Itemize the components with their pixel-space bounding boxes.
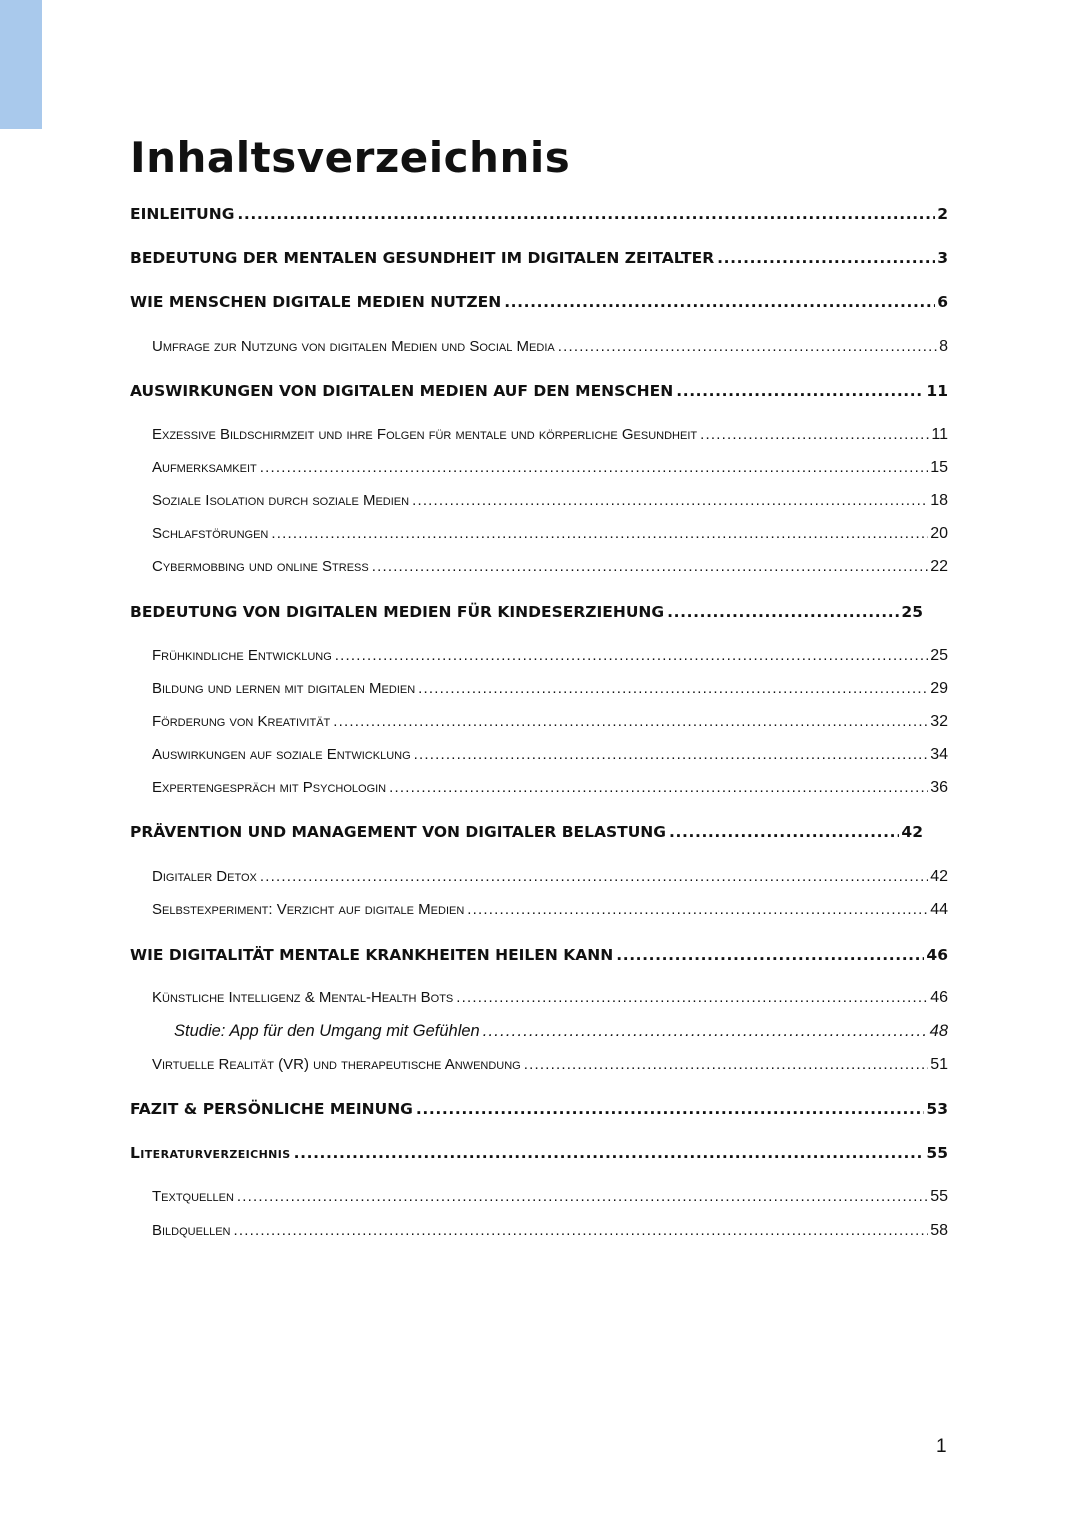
toc-entry-page: 46 — [930, 989, 948, 1006]
toc-entry-label: Cybermobbing und online Stress — [152, 558, 369, 575]
toc-dot-leader — [412, 489, 928, 513]
toc-entry-page: 53 — [926, 1100, 948, 1118]
toc-dot-leader — [294, 1141, 925, 1165]
toc-dot-leader — [237, 1185, 928, 1209]
toc-entry-fruehkindliche-entwicklung[interactable] — [152, 644, 948, 668]
toc-entry-page: 48 — [929, 1022, 948, 1040]
toc-entry-soziale-isolation[interactable] — [152, 489, 948, 513]
toc-dot-leader — [456, 986, 928, 1010]
toc-entry-page: 51 — [930, 1056, 948, 1073]
toc-entry-label: Soziale Isolation durch soziale Medien — [152, 492, 410, 509]
toc-entry-page: 8 — [939, 338, 948, 355]
toc-dot-leader — [667, 600, 899, 624]
toc-entry-page: 29 — [930, 680, 948, 697]
toc-entry-label: Künstliche Intelligenz & Mental-Health Bots — [152, 989, 454, 1006]
toc-entry-page: 42 — [901, 823, 923, 841]
toc-entry-label: Digitaler Detox — [152, 868, 257, 885]
toc-dot-leader — [260, 865, 928, 889]
toc-entry-label: FAZIT & PERSÖNLICHE MEINUNG — [130, 1100, 413, 1118]
toc-entry-page: 42 — [930, 868, 948, 885]
toc-dot-leader — [616, 943, 924, 967]
toc-entry-schlafstoerungen[interactable] — [152, 522, 948, 546]
toc-entry-label: Frühkindliche Entwicklung — [152, 647, 332, 664]
page-title: Inhaltsverzeichnis — [130, 133, 571, 182]
page-number: 1 — [936, 1436, 947, 1457]
toc-entry-page: 44 — [930, 901, 948, 918]
toc-entry-page: 58 — [930, 1222, 948, 1239]
toc-dot-leader — [717, 246, 935, 270]
toc-dot-leader — [233, 1219, 928, 1243]
toc-dot-leader — [237, 202, 935, 226]
toc-entry-cybermobbing[interactable] — [152, 555, 948, 579]
toc-entry-page: 18 — [930, 492, 948, 509]
toc-entry-label: PRÄVENTION UND MANAGEMENT VON DIGITALER BELASTUNG — [130, 823, 666, 841]
toc-entry-label: WIE MENSCHEN DIGITALE MEDIEN NUTZEN — [130, 293, 502, 311]
toc-entry-studie-app[interactable] — [174, 1019, 948, 1043]
toc-entry-label: Auswirkungen auf soziale Entwicklung — [152, 746, 411, 763]
toc-entry-page: 11 — [931, 426, 948, 443]
toc-entry-page: 25 — [901, 603, 923, 621]
toc-entry-label: Förderung von Kreativität — [152, 713, 331, 730]
toc-entry-selbstexperiment[interactable] — [152, 898, 948, 922]
toc-dot-leader — [669, 820, 899, 844]
toc-entry-ki-bots[interactable] — [152, 986, 948, 1010]
toc-dot-leader — [335, 644, 928, 668]
toc-dot-leader — [418, 677, 928, 701]
toc-dot-leader — [260, 456, 928, 480]
toc-entry-label: Virtuelle Realität (VR) und therapeutische Anwendung — [152, 1056, 521, 1073]
toc-dot-leader — [389, 776, 928, 800]
toc-entry-bildquellen[interactable] — [152, 1219, 948, 1243]
toc-entry-label: Schlafstörungen — [152, 525, 269, 542]
toc-dot-leader — [483, 1019, 928, 1043]
toc-dot-leader — [372, 555, 928, 579]
toc-entry-label: WIE DIGITALITÄT MENTALE KRANKHEITEN HEILEN KANN — [130, 946, 614, 964]
toc-entry-praevention[interactable] — [130, 820, 923, 844]
toc-entry-virtuelle-realitaet[interactable] — [152, 1053, 948, 1077]
toc-entry-label: BEDEUTUNG VON DIGITALEN MEDIEN FÜR KINDESERZIEHUNG — [130, 603, 665, 621]
toc-entry-kreativitaet[interactable] — [152, 710, 948, 734]
toc-entry-label: Textquellen — [152, 1188, 234, 1205]
toc-entry-page: 22 — [930, 558, 948, 575]
toc-entry-bildschirmzeit[interactable] — [152, 423, 948, 447]
toc-entry-label: Bildung und lernen mit digitalen Medien — [152, 680, 416, 697]
toc-dot-leader — [558, 335, 937, 359]
toc-entry-page: 55 — [926, 1144, 948, 1162]
toc-entry-einleitung[interactable] — [130, 202, 948, 226]
toc-entry-soziale-entwicklung[interactable] — [152, 743, 948, 767]
toc-entry-umfrage[interactable] — [152, 335, 948, 359]
toc-dot-leader — [333, 710, 928, 734]
toc-entry-page: 15 — [930, 459, 948, 476]
toc-entry-page: 2 — [937, 205, 948, 223]
toc-entry-page: 3 — [937, 249, 948, 267]
corner-accent-tab — [0, 0, 42, 129]
toc-entry-page: 20 — [930, 525, 948, 542]
toc-entry-page: 6 — [937, 293, 948, 311]
toc-entry-label: Aufmerksamkeit — [152, 459, 257, 476]
toc-entry-label: Expertengespräch mit Psychologin — [152, 779, 387, 796]
toc-entry-label: Bildquellen — [152, 1222, 231, 1239]
toc-entry-label: BEDEUTUNG DER MENTALEN GESUNDHEIT IM DIGITALEN ZEITALTER — [130, 249, 715, 267]
toc-entry-page: 34 — [930, 746, 948, 763]
toc-entry-bedeutung-mentale-gesundheit[interactable] — [130, 246, 948, 270]
toc-entry-label: Umfrage zur Nutzung von digitalen Medien und Social Media — [152, 338, 555, 355]
toc-entry-fazit[interactable] — [130, 1097, 948, 1121]
toc-entry-page: 25 — [930, 647, 948, 664]
toc-entry-page: 36 — [930, 779, 948, 796]
toc-entry-digitaler-detox[interactable] — [152, 865, 948, 889]
toc-entry-page: 55 — [930, 1188, 948, 1205]
toc-entry-page: 32 — [930, 713, 948, 730]
toc-entry-literaturverzeichnis[interactable] — [130, 1141, 948, 1165]
toc-entry-label: Selbstexperiment: Verzicht auf digitale Medien — [152, 901, 465, 918]
toc-entry-textquellen[interactable] — [152, 1185, 948, 1209]
toc-entry-bildung-lernen[interactable] — [152, 677, 948, 701]
toc-entry-auswirkungen[interactable] — [130, 379, 948, 403]
toc-entry-label: EINLEITUNG — [130, 205, 235, 223]
toc-dot-leader — [271, 522, 928, 546]
toc-entry-label: Literaturverzeichnis — [130, 1144, 291, 1162]
toc-dot-leader — [676, 379, 924, 403]
toc-entry-page: 46 — [926, 946, 948, 964]
toc-dot-leader — [414, 743, 929, 767]
toc-entry-page: 11 — [926, 382, 948, 400]
toc-dot-leader — [416, 1097, 925, 1121]
toc-entry-digitalitaet-heilen[interactable] — [130, 943, 948, 967]
toc-entry-label: Studie: App für den Umgang mit Gefühlen — [174, 1022, 480, 1040]
toc-dot-leader — [524, 1053, 928, 1077]
toc-entry-expertengespraech[interactable] — [152, 776, 948, 800]
toc-entry-medien-nutzen[interactable] — [130, 290, 948, 314]
toc-entry-label: AUSWIRKUNGEN VON DIGITALEN MEDIEN AUF DEN MENSCHEN — [130, 382, 674, 400]
toc-dot-leader — [467, 898, 928, 922]
toc-entry-aufmerksamkeit[interactable] — [152, 456, 948, 480]
toc-dot-leader — [504, 290, 935, 314]
toc-dot-leader — [700, 423, 929, 447]
toc-entry-label: Exzessive Bildschirmzeit und ihre Folgen für mentale und körperliche Gesundheit — [152, 426, 698, 443]
toc-entry-kindeserziehung[interactable] — [130, 600, 923, 624]
